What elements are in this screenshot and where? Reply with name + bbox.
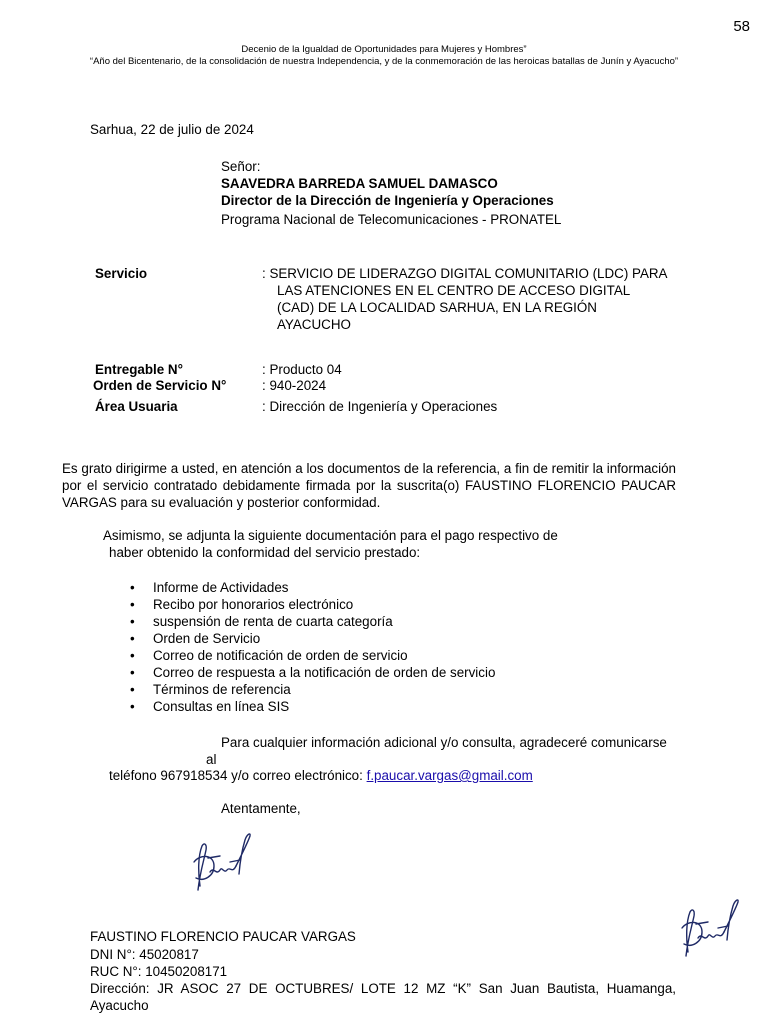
area-label: Área Usuaria <box>95 399 178 414</box>
list-item: • Informe de Actividades <box>130 579 495 596</box>
servicio-line-4: AYACUCHO <box>277 317 351 332</box>
list-item: • suspensión de renta de cuarta categoría <box>130 613 495 630</box>
page-number: 58 <box>733 18 750 35</box>
area-value: : Dirección de Ingeniería y Operaciones <box>262 399 498 414</box>
signer-address-line-1: Dirección: JR ASOC 27 DE OCTUBRES/ LOTE 12 MZ “K” San Juan Bautista, Huamanga, <box>90 981 676 996</box>
header-decade: Decenio de la Igualdad de Oportunidades para Mujeres y Hombres” <box>241 44 527 55</box>
orden-value: : 940-2024 <box>262 378 327 393</box>
servicio-line-1: : SERVICIO DE LIDERAZGO DIGITAL COMUNITARIO (LDC) PARA <box>262 266 668 281</box>
signer-address-line-2: Ayacucho <box>90 998 149 1013</box>
list-item: • Recibo por honorarios electrónico <box>130 596 495 613</box>
recipient-name: SAAVEDRA BARREDA SAMUEL DAMASCO <box>221 176 498 191</box>
signer-dni: DNI N°: 45020817 <box>90 947 199 962</box>
list-item: • Correo de notificación de orden de servicio <box>130 647 495 664</box>
header-year-motto: “Año del Bicentenario, de la consolidación de nuestra Independencia, y de la conmemoración de las heroicas batallas de Junín y Ayacucho” <box>89 56 679 67</box>
paragraph-attachments-line-1: Asimismo, se adjunta la siguiente documentación para el pago respectivo de <box>103 528 558 543</box>
documents-list <box>130 579 495 715</box>
recipient-salutation: Señor: <box>221 159 261 174</box>
list-item: • Correo de respuesta a la notificación de orden de servicio <box>130 664 495 681</box>
paragraph-intro-line-1: Es grato dirigirme a usted, en atención a los documentos de la referencia, a fin de remitir la información <box>62 461 676 476</box>
place-date: Sarhua, 22 de julio de 2024 <box>90 122 254 137</box>
contact-line-3 <box>109 767 533 784</box>
contact-line-2: al <box>206 752 217 767</box>
paragraph-attachments-line-2: haber obtenido la conformidad del servicio prestado: <box>109 545 421 560</box>
list-item: • Orden de Servicio <box>130 630 495 647</box>
paragraph-intro-line-3: VARGAS para su evaluación y posterior conformidad. <box>62 495 381 510</box>
signature-icon <box>672 898 744 962</box>
paragraph-intro-line-2: por el servicio contratado debidamente firmada por la suscrita(o) FAUSTINO FLORENCIO PAUCAR <box>62 478 676 493</box>
orden-label: Orden de Servicio N° <box>93 378 227 393</box>
servicio-label: Servicio <box>95 266 148 281</box>
contact-phone-text: teléfono 967918534 y/o correo electrónico: <box>109 768 363 783</box>
signature-icon <box>184 832 256 896</box>
servicio-line-3: (CAD) DE LA LOCALIDAD SARHUA, EN LA REGIÓN <box>277 300 597 315</box>
signer-ruc: RUC N°: 10450208171 <box>90 964 228 979</box>
entregable-value: : Producto 04 <box>262 362 342 377</box>
contact-line-1: Para cualquier información adicional y/o consulta, agradeceré comunicarse <box>221 735 667 750</box>
signer-name: FAUSTINO FLORENCIO PAUCAR VARGAS <box>90 929 356 944</box>
entregable-label: Entregable N° <box>95 362 183 377</box>
list-item: • Términos de referencia <box>130 681 495 698</box>
servicio-line-2: LAS ATENCIONES EN EL CENTRO DE ACCESO DIGITAL <box>277 283 631 298</box>
recipient-position: Director de la Dirección de Ingeniería y Operaciones <box>221 193 554 208</box>
recipient-organization: Programa Nacional de Telecomunicaciones - PRONATEL <box>221 212 562 227</box>
email-link[interactable]: f.paucar.vargas@gmail.com <box>366 768 533 783</box>
list-item: • Consultas en línea SIS <box>130 698 495 715</box>
closing: Atentamente, <box>221 801 301 816</box>
